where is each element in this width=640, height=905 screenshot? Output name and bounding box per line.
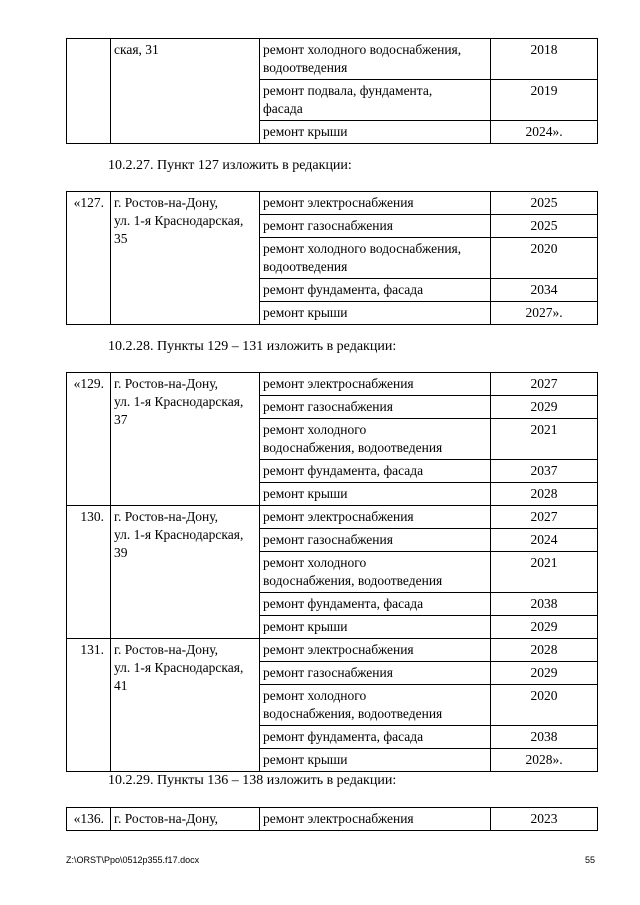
year-cell: 2038 (491, 726, 598, 749)
address-cell: г. Ростов-на-Дону, ул. 1-я Краснодарская, 35 (111, 192, 260, 325)
year-cell: 2020 (491, 238, 598, 279)
year-cell: 2028». (491, 749, 598, 772)
year-cell: 2029 (491, 396, 598, 419)
row-number-cell: 130. (67, 506, 111, 639)
year-cell: 2021 (491, 552, 598, 593)
work-cell: ремонт крыши (260, 302, 491, 325)
year-cell: 2028 (491, 483, 598, 506)
work-cell: ремонт холодного водоснабжения, водоотведения (260, 39, 491, 80)
year-cell: 2029 (491, 616, 598, 639)
row-number-cell (67, 39, 111, 144)
work-cell: ремонт электроснабжения (260, 192, 491, 215)
work-cell: ремонт газоснабжения (260, 215, 491, 238)
work-cell: ремонт электроснабжения (260, 639, 491, 662)
row-number-cell: 131. (67, 639, 111, 772)
work-cell: ремонт холодного водоснабжения, водоотведения (260, 685, 491, 726)
year-cell: 2024 (491, 529, 598, 552)
work-cell: ремонт газоснабжения (260, 662, 491, 685)
work-cell: ремонт крыши (260, 616, 491, 639)
work-cell: ремонт холодного водоснабжения, водоотведения (260, 238, 491, 279)
work-cell: ремонт холодного водоснабжения, водоотведения (260, 419, 491, 460)
year-cell: 2025 (491, 215, 598, 238)
row-number-cell: «136. (67, 808, 111, 831)
paragraph-10-2-29: 10.2.29. Пункты 136 – 138 изложить в редакции: (108, 773, 397, 788)
year-cell: 2024». (491, 121, 598, 144)
year-cell: 2027 (491, 373, 598, 396)
year-cell: 2025 (491, 192, 598, 215)
year-cell: 2029 (491, 662, 598, 685)
work-cell: ремонт фундамента, фасада (260, 279, 491, 302)
table-item-136 (66, 807, 598, 831)
work-cell: ремонт фундамента, фасада (260, 460, 491, 483)
paragraph-10-2-28: 10.2.28. Пункты 129 – 131 изложить в редакции: (108, 339, 397, 354)
year-cell: 2034 (491, 279, 598, 302)
footer-page-number: 55 (585, 855, 596, 865)
work-cell: ремонт электроснабжения (260, 373, 491, 396)
row-number-cell: «129. (67, 373, 111, 506)
paragraph-10-2-27: 10.2.27. Пункт 127 изложить в редакции: (108, 158, 352, 173)
work-cell: ремонт подвала, фундамента, фасада (260, 80, 491, 121)
work-cell: ремонт фундамента, фасада (260, 726, 491, 749)
address-cell: г. Ростов-на-Дону, ул. 1-я Краснодарская, 41 (111, 639, 260, 772)
year-cell: 2021 (491, 419, 598, 460)
year-cell: 2020 (491, 685, 598, 726)
year-cell: 2018 (491, 39, 598, 80)
year-cell: 2027». (491, 302, 598, 325)
row-number-cell: «127. (67, 192, 111, 325)
work-cell: ремонт крыши (260, 749, 491, 772)
year-cell: 2037 (491, 460, 598, 483)
table-items-129-131 (66, 372, 598, 772)
table-item-127 (66, 191, 598, 325)
year-cell: 2028 (491, 639, 598, 662)
work-cell: ремонт газоснабжения (260, 529, 491, 552)
work-cell: ремонт холодного водоснабжения, водоотведения (260, 552, 491, 593)
address-cell: ская, 31 (111, 39, 260, 144)
table-continuation (66, 38, 598, 144)
address-cell: г. Ростов-на-Дону, ул. 1-я Краснодарская, 39 (111, 506, 260, 639)
work-cell: ремонт газоснабжения (260, 396, 491, 419)
work-cell: ремонт фундамента, фасада (260, 593, 491, 616)
address-cell: г. Ростов-на-Дону, ул. 1-я Краснодарская, 37 (111, 373, 260, 506)
work-cell: ремонт крыши (260, 121, 491, 144)
work-cell: ремонт электроснабжения (260, 808, 491, 831)
address-cell: г. Ростов-на-Дону, (111, 808, 260, 831)
footer-file-path: Z:\ORST\Ppo\0512p355.f17.docx (66, 855, 200, 865)
year-cell: 2038 (491, 593, 598, 616)
year-cell: 2023 (491, 808, 598, 831)
work-cell: ремонт электроснабжения (260, 506, 491, 529)
year-cell: 2027 (491, 506, 598, 529)
work-cell: ремонт крыши (260, 483, 491, 506)
year-cell: 2019 (491, 80, 598, 121)
